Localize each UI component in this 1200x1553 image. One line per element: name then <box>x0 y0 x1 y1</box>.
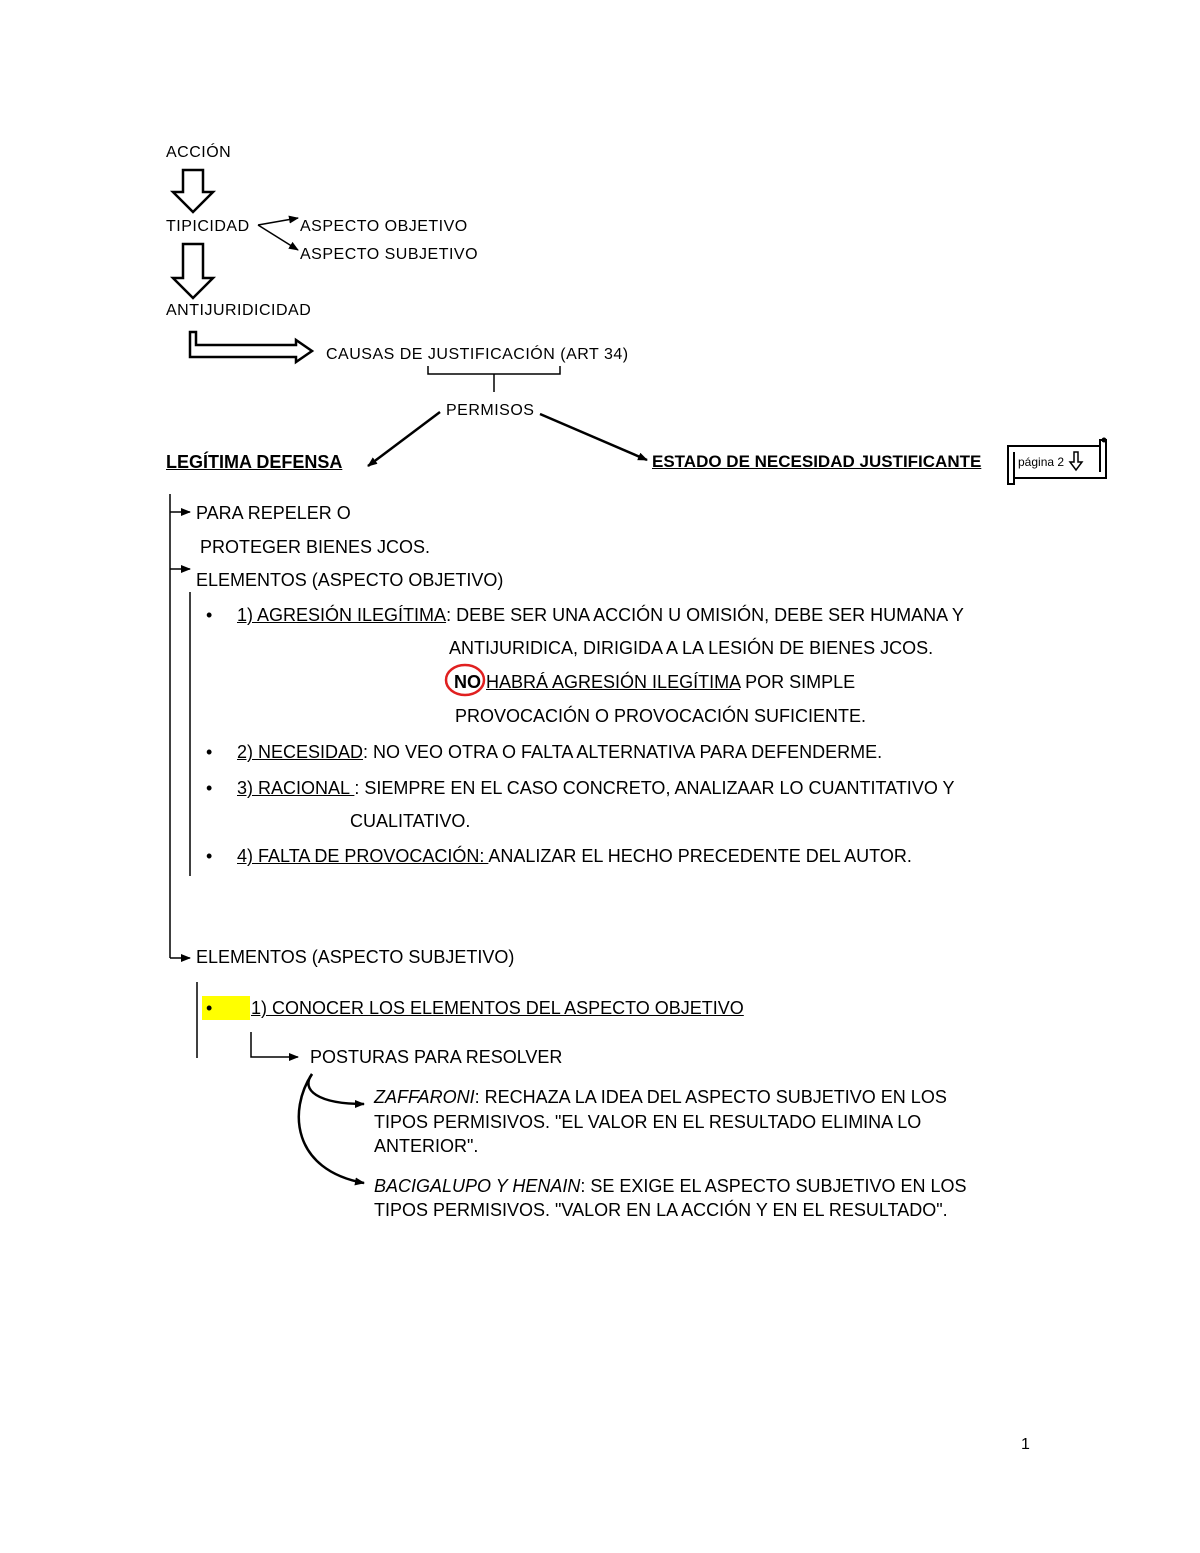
down-arrow-icon <box>173 170 213 212</box>
arrow-aspecto-subjetivo <box>258 225 298 250</box>
arrow-aspecto-objetivo <box>258 218 298 225</box>
permisos-label: PERMISOS <box>446 402 535 419</box>
list-item-continuation: CUALITATIVO. <box>350 811 471 831</box>
list-item-continuation: ANTIJURIDICA, DIRIGIDA A LA LESIÓN DE BIENES JCOS. <box>449 638 934 658</box>
down-arrow-icon <box>173 244 213 298</box>
bullet-icon: • <box>206 742 213 762</box>
posturas-heading: POSTURAS PARA RESOLVER <box>310 1047 563 1067</box>
zaffaroni-line-2: TIPOS PERMISIVOS. "EL VALOR EN EL RESULTADO ELIMINA LO <box>374 1112 922 1132</box>
bullet-icon: • <box>206 998 213 1018</box>
repeler-line-2: PROTEGER BIENES JCOS. <box>200 537 431 557</box>
arrow-legitima <box>368 412 440 466</box>
bacigalupo-line-1: BACIGALUPO Y HENAIN: SE EXIGE EL ASPECTO SUBJETIVO EN LOS <box>374 1176 967 1196</box>
causas-label: CAUSAS DE JUSTIFICACIÓN (ART 34) <box>326 346 629 363</box>
list-item: 3) RACIONAL : SIEMPRE EN EL CASO CONCRETO, ANALIZAAR LO CUANTITATIVO Y <box>237 778 955 798</box>
list-item: 2) NECESIDAD: NO VEO OTRA O FALTA ALTERNATIVA PARA DEFENDERME. <box>237 742 883 762</box>
repeler-line-1: PARA REPELER O <box>196 503 351 523</box>
brace <box>428 366 560 392</box>
zaffaroni-line-3: ANTERIOR". <box>374 1136 479 1156</box>
bacigalupo-line-2: TIPOS PERMISIVOS. "VALOR EN LA ACCIÓN Y EN EL RESULTADO". <box>374 1200 948 1220</box>
list-item-note: NO HABRÁ AGRESIÓN ILEGÍTIMA POR SIMPLE <box>454 672 856 692</box>
elementos-objetivo-heading: ELEMENTOS (ASPECTO OBJETIVO) <box>196 570 504 590</box>
estado-necesidad-heading: ESTADO DE NECESIDAD JUSTIFICANTE <box>652 452 982 471</box>
arrow-estado <box>540 414 647 460</box>
curved-arrow-bacigalupo <box>299 1074 364 1183</box>
page-ref-link[interactable]: página 2 <box>1018 455 1065 469</box>
aspecto-subjetivo-label: ASPECTO SUBJETIVO <box>300 246 479 263</box>
accion-label: ACCIÓN <box>166 144 232 161</box>
bullet-icon: • <box>206 605 213 625</box>
zaffaroni-line-1: ZAFFARONI: RECHAZA LA IDEA DEL ASPECTO SUBJETIVO EN LOS <box>374 1087 947 1107</box>
bullet-icon: • <box>206 846 213 866</box>
down-arrow-icon <box>1070 452 1082 470</box>
bent-arrow-icon <box>190 332 312 362</box>
aspecto-objetivo-label: ASPECTO OBJETIVO <box>300 218 468 235</box>
tipicidad-label: TIPICIDAD <box>166 218 250 235</box>
list-item: 4) FALTA DE PROVOCACIÓN: ANALIZAR EL HECHO PRECEDENTE DEL AUTOR. <box>237 846 912 866</box>
page-number: 1 <box>1021 1436 1031 1453</box>
curved-arrow-zaffaroni <box>308 1074 364 1104</box>
antijuridicidad-label: ANTIJURIDICIDAD <box>166 302 312 319</box>
bullet-icon: • <box>206 778 213 798</box>
legitima-defensa-heading: LEGÍTIMA DEFENSA <box>166 452 343 472</box>
list-item-note-2: PROVOCACIÓN O PROVOCACIÓN SUFICIENTE. <box>455 706 867 726</box>
list-item: 1) AGRESIÓN ILEGÍTIMA: DEBE SER UNA ACCIÓN U OMISIÓN, DEBE SER HUMANA Y <box>237 605 964 625</box>
subjetivo-item: 1) CONOCER LOS ELEMENTOS DEL ASPECTO OBJETIVO <box>251 998 744 1018</box>
elementos-subjetivo-heading: ELEMENTOS (ASPECTO SUBJETIVO) <box>196 947 515 967</box>
